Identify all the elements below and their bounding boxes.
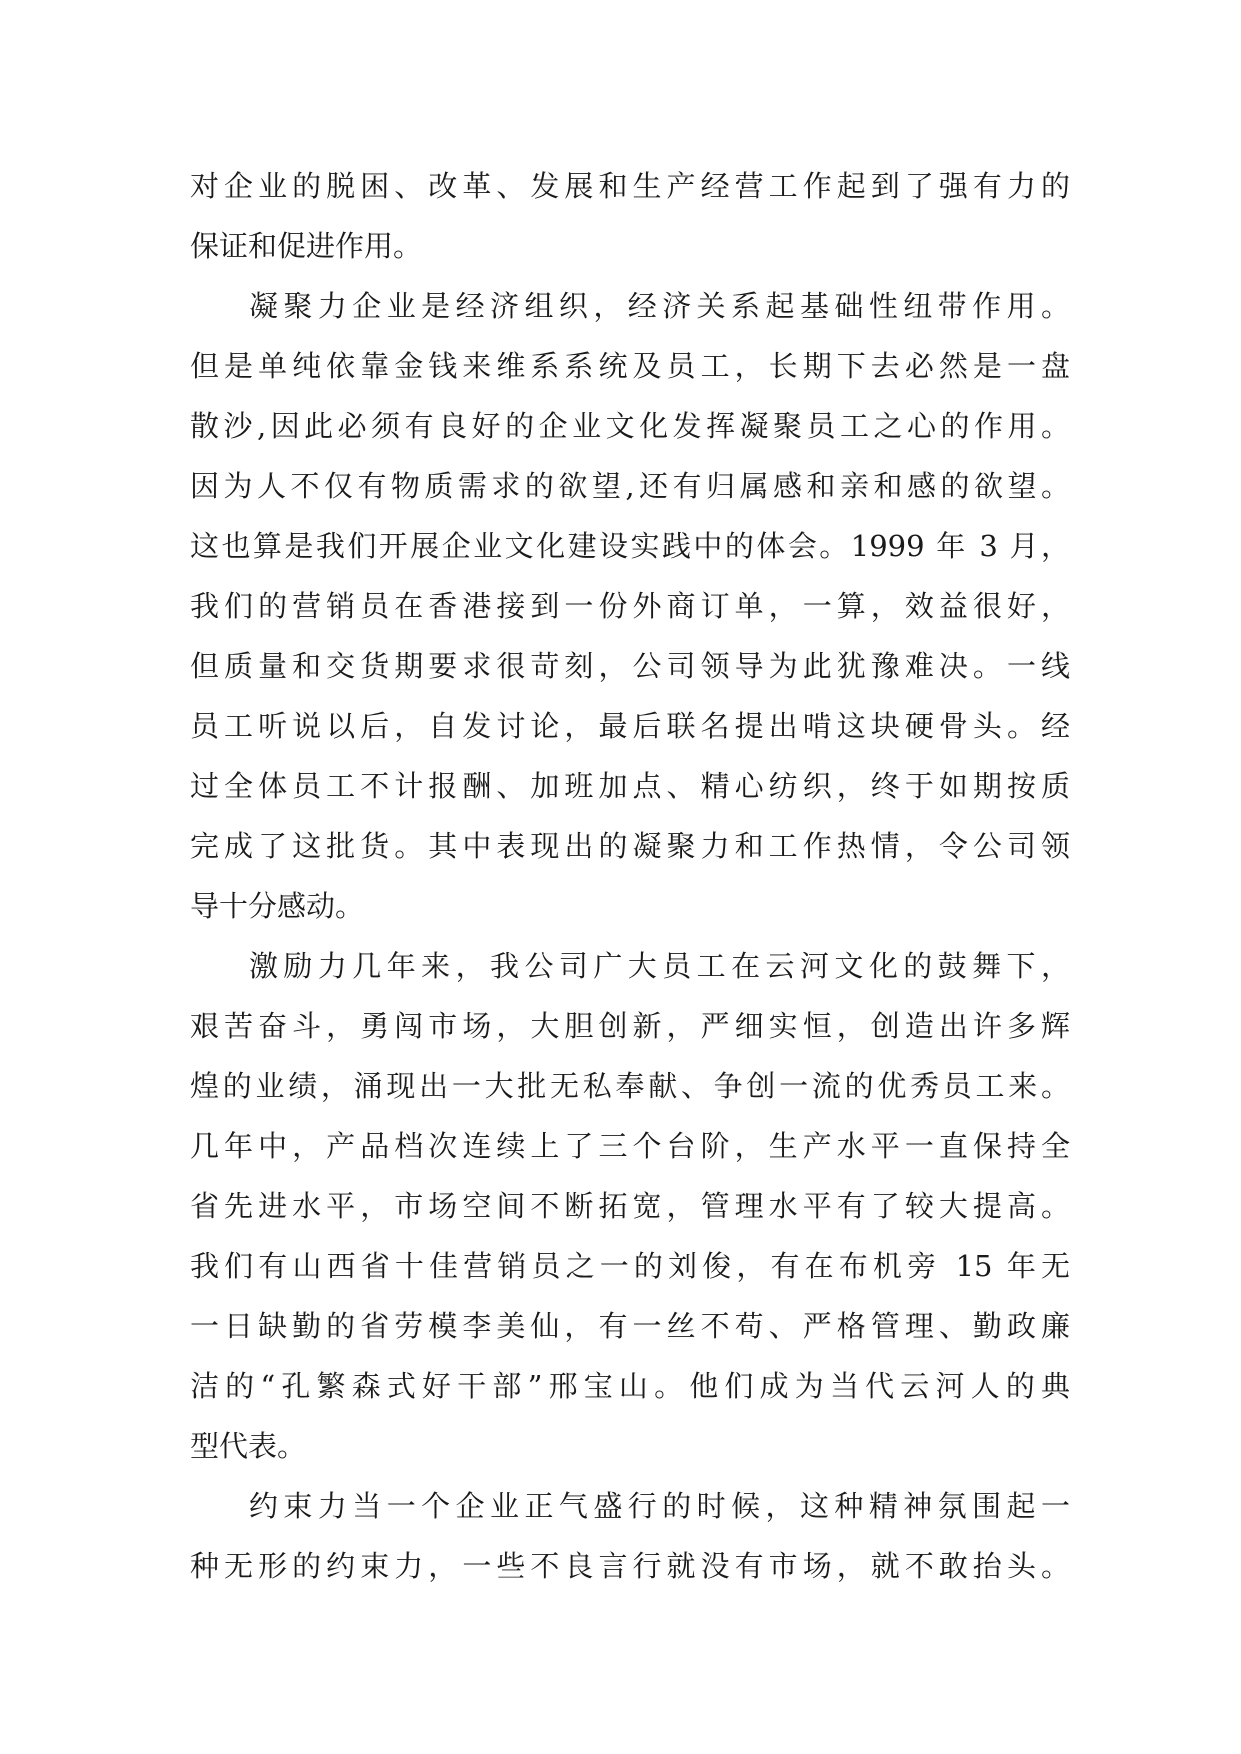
text-line: 完成了这批货。其中表现出的凝聚力和工作热情，令公司领 xyxy=(190,829,1070,863)
text-line: 因为人不仅有物质需求的欲望,还有归属感和亲和感的欲望。 xyxy=(190,469,1070,503)
text-line: 艰苦奋斗，勇闯市场，大胆创新，严细实恒，创造出许多辉 xyxy=(190,1009,1070,1043)
text-line: 一日缺勤的省劳模李美仙，有一丝不苟、严格管理、勤政廉 xyxy=(190,1309,1070,1343)
text-line: 型代表。 xyxy=(190,1429,307,1463)
text-line: 种无形的约束力，一些不良言行就没有市场，就不敢抬头。 xyxy=(190,1549,1070,1583)
text-line: 导十分感动。 xyxy=(190,889,365,923)
text-line: 但是单纯依靠金钱来维系系统及员工，长期下去必然是一盘 xyxy=(190,349,1070,383)
text-line: 员工听说以后，自发讨论，最后联名提出啃这块硬骨头。经 xyxy=(190,709,1070,743)
text-line: 这也算是我们开展企业文化建设实践中的体会。1999 年 3 月， xyxy=(190,529,1070,563)
text-line: 煌的业绩，涌现出一大批无私奉献、争创一流的优秀员工来。 xyxy=(190,1069,1070,1103)
text-line: 凝聚力企业是经济组织，经济关系起基础性纽带作用。 xyxy=(249,289,1070,323)
text-line: 散沙,因此必须有良好的企业文化发挥凝聚员工之心的作用。 xyxy=(190,409,1070,443)
text-line: 洁的“孔繁森式好干部”邢宝山。他们成为当代云河人的典 xyxy=(190,1369,1070,1403)
text-line: 激励力几年来，我公司广大员工在云河文化的鼓舞下， xyxy=(249,949,1070,983)
text-line: 保证和促进作用。 xyxy=(190,229,423,263)
text-line: 但质量和交货期要求很苛刻，公司领导为此犹豫难决。一线 xyxy=(190,649,1070,683)
document-body xyxy=(190,156,1070,1596)
text-line: 我们有山西省十佳营销员之一的刘俊，有在布机旁 15 年无 xyxy=(190,1249,1070,1283)
text-line: 对企业的脱困、改革、发展和生产经营工作起到了强有力的 xyxy=(190,169,1070,203)
text-line: 几年中，产品档次连续上了三个台阶，生产水平一直保持全 xyxy=(190,1129,1070,1163)
text-line: 约束力当一个企业正气盛行的时候，这种精神氛围起一 xyxy=(249,1489,1070,1523)
text-line: 过全体员工不计报酬、加班加点、精心纺织，终于如期按质 xyxy=(190,769,1070,803)
paragraph-2 xyxy=(190,276,1070,936)
text-line: 我们的营销员在香港接到一份外商订单，一算，效益很好， xyxy=(190,589,1070,623)
paragraph-3 xyxy=(190,936,1070,1476)
paragraph-4 xyxy=(190,1476,1070,1596)
text-line: 省先进水平，市场空间不断拓宽，管理水平有了较大提高。 xyxy=(190,1189,1070,1223)
paragraph-1 xyxy=(190,156,1070,276)
